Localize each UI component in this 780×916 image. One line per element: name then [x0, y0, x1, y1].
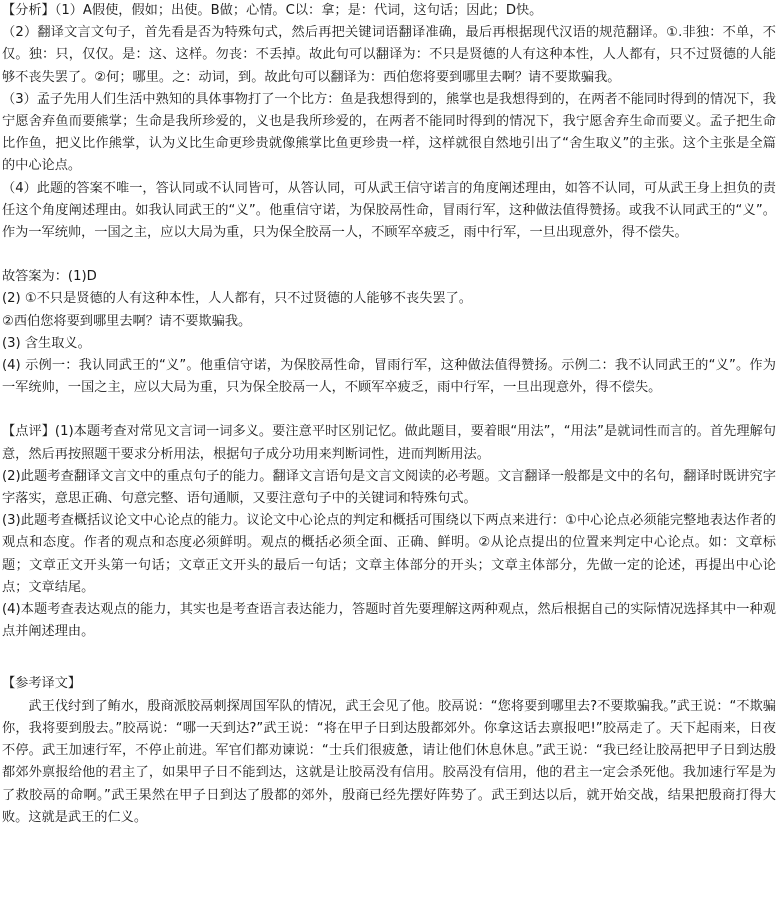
comment-2: (2)此题考查翻译文言文中的重点句子的能力。翻译文言语句是文言文阅读的必考题。文言翻译一般都是文中的名句，翻译时既讲究字字落实，意思正确、句意完整、语句通顺，又要注意句子中的关键词和特殊句式。: [2, 468, 776, 507]
spacer: [2, 665, 776, 673]
analysis-para-2: （2）翻译文言文句子，首先看是否为特殊句式，然后再把关键词语翻译准确，最后再根据现代汉语的规范翻译。①.非独：不单，不仅。独：只，仅仅。是：这、这样。勿丧：不丢掉。故此句可以翻译为：不只是贤德的人有这种本性，人人都有，只不过贤德的人能够不丧失罢了。②何；哪里。之：动词，到。故此句可以翻译为：西伯您将要到哪里去啊？请不要欺骗我。: [2, 25, 776, 85]
answer-4: (4) 示例一：我认同武王的“义”。他重信守诺，为保胶鬲性命，冒雨行军，这种做法值得赞扬。示例二：我不认同武王的“义”。作为一军统帅，一国之主，应以大局为重，只为保全胶鬲一人，不顾军卒疲乏，雨中行军，一旦出现意外，得不偿失。: [2, 358, 776, 396]
answer-section: [2, 266, 776, 399]
comment-3: (3)此题考查概括议论文中心论点的能力。议论文中心论点的判定和概括可围绕以下两点来进行：①中心论点必须能完整地表达作者的观点和态度。作者的观点和态度必须鲜明。观点的概括必须全面、正确、鲜明。②从论点提出的位置来判定中心论点。如：文章标题；文章正文开头第一句话；文章正文开头的最后一句话；文章主体部分的开头；文章主体部分，先做一定的论述，再提出中心论点；文章结尾。: [2, 513, 776, 595]
answer-2-line-1: (2) ①不只是贤德的人有这种本性，人人都有，只不过贤德的人能够不丧失罢了。: [2, 291, 472, 307]
translation-body: 武王伐纣到了鲔水，殷商派胶鬲刺探周国军队的情况，武王会见了他。胶鬲说：“您将要到哪里去?不要欺骗我。”武王说：“不欺骗你，我将要到殷去。”胶鬲说：“哪一天到达?”武王说：“将在甲子日到达殷都郊外。你拿这话去禀报吧!”胶鬲走了。天下起雨来，日夜不停。武王加速行军，不停止前进。军官们都劝谏说：“士兵们很疲惫，请让他们休息休息。”武王说：“我已经让胶鬲把甲子日到达殷都郊外禀报给他的君主了，如果甲子日不能到达，这就是让胶鬲没有信用。胶鬲没有信用，他的君主一定会杀死他。我加速行军是为了救胶鬲的命啊。”武王果然在甲子日到达了殷都的郊外，殷商已经先摆好阵势了。武王到达以后，就开始交战，结果把殷商打得大败。这就是武王的仁义。: [2, 698, 776, 825]
answer-intro: 故答案为：(1)D: [2, 269, 97, 285]
comment-section: [2, 421, 776, 643]
translation-section: [2, 673, 776, 828]
answer-2-line-2: ②西伯您将要到哪里去啊？请不要欺骗我。: [2, 313, 252, 329]
spacer: [2, 643, 776, 665]
analysis-para-3: （3）孟子先用人们生活中熟知的具体事物打了一个比方：鱼是我想得到的，熊掌也是我想得到的，在两者不能同时得到的情况下，我宁愿舍弃鱼而要熊掌；生命是我所珍爱的，义也是我所珍爱的，在两者不能同时得到的情况下，我宁愿舍弃生命而要义。孟子把生命比作鱼，把义比作熊掌，认为义比生命更珍贵就像熊掌比鱼更珍贵一样，这样就很自然地引出了“舍生取义”的主张。这个主张是全篇的中心论点。: [2, 91, 776, 174]
comment-4: (4)本题考查表达观点的能力，其实也是考查语言表达能力，答题时首先要理解这两种观点，然后根据自己的实际情况选择其中一种观点并阐述理由。: [2, 602, 776, 640]
spacer: [2, 399, 776, 421]
spacer: [2, 244, 776, 266]
translation-heading: 【参考译文】: [2, 676, 82, 692]
analysis-section: [2, 0, 776, 244]
analysis-para-4: （4）此题的答案不唯一，答认同或不认同皆可，从答认同，可从武王信守诺言的角度阐述理由，如答不认同，可从武王身上担负的责任这个角度阐述理由。如我认同武王的“义”。他重信守诺，为保胶鬲性命，冒雨行军，这种做法值得赞扬。或我不认同武王的“义”。作为一军统帅，一国之主，应以大局为重，只为保全胶鬲一人，不顾军卒疲乏，雨中行军，一旦出现意外，得不偿失。: [2, 180, 776, 241]
answer-3: (3) 含生取义。: [2, 335, 91, 351]
comment-1: 【点评】(1)本题考查对常见文言词一词多义。要注意平时区别记忆。做此题目，要着眼“用法”，“用法”是就词性而言的。首先理解句意，然后再按照题干要求分析用法，根据句子成分功用来判断词性，进而判断用法。: [2, 424, 776, 462]
analysis-para-1: 【分析】（1）A假使，假如；出使。B做；心情。C以：拿；是：代词，这句话；因此；D快。: [2, 3, 543, 18]
